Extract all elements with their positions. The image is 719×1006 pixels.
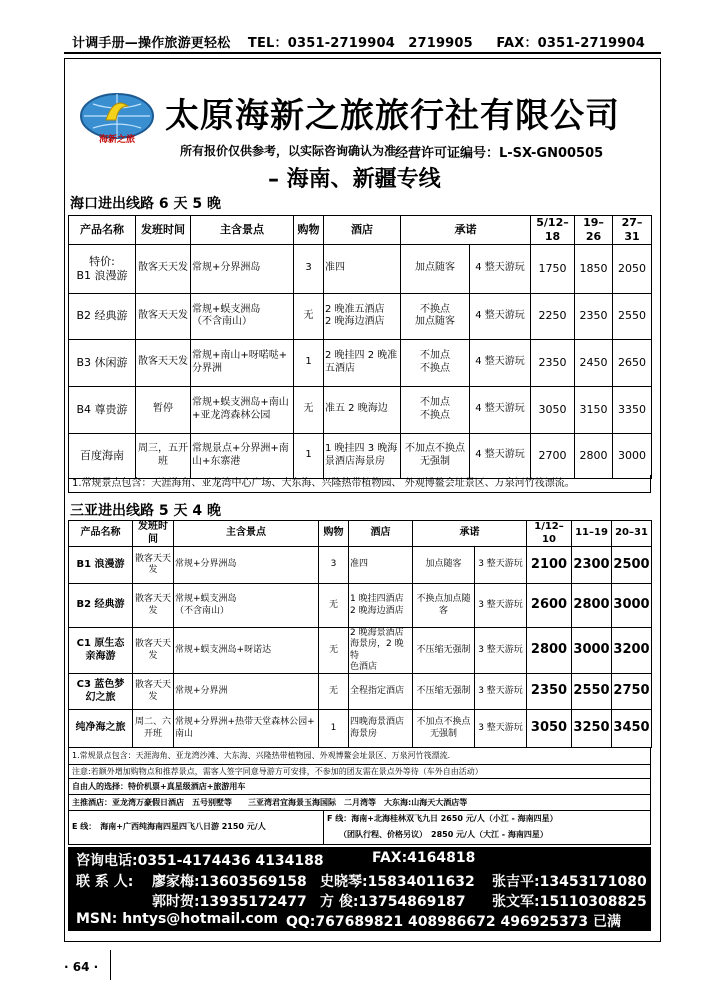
- page-number: · 64 ·: [64, 960, 99, 974]
- table-cell: 准四: [349, 547, 413, 584]
- table-cell: 3: [294, 244, 324, 293]
- price-cell: 3050: [531, 386, 575, 433]
- price-cell: 2300: [572, 547, 612, 584]
- price-cell: 2800: [527, 628, 572, 674]
- table-header-cell: 发班时间: [133, 521, 174, 547]
- product-name-cell: 百度海南: [69, 433, 136, 478]
- table-cell: 2 晚海景酒店 海景房，2 晚特 色酒店: [349, 628, 413, 674]
- sanya-lines: [68, 811, 651, 845]
- table-cell: 四晚海景酒店 海景房: [349, 710, 413, 748]
- sanya-section-title: 三亚进出线路 5 天 4 晚: [70, 503, 221, 519]
- table-cell: 2 晚挂四 2 晚准 五酒店: [324, 339, 401, 386]
- sanya-note-2: 注意:若额外增加购物点和推荐景点，需客人签字同意导游方可安排，不参加的团友需在景点外等待（车外自由活动）: [68, 765, 651, 779]
- table-cell: 周二、六开班: [133, 710, 174, 748]
- contact-fax: FAX:4164818: [372, 850, 476, 866]
- table-cell: 4 整天游玩: [470, 339, 531, 386]
- table-cell: 暂停: [136, 386, 191, 433]
- table-row: [69, 293, 652, 339]
- table-cell: 常规+分界洲+热带天堂森林公园+ 南山: [174, 710, 319, 748]
- table-header-cell: 5/12–18: [531, 216, 575, 245]
- table-header-cell: 购物: [294, 216, 324, 245]
- table-header-cell: 酒店: [324, 216, 401, 245]
- table-cell: 散客天天发: [136, 293, 191, 339]
- price-cell: 2600: [527, 584, 572, 628]
- table-cell: 散客天天发: [136, 339, 191, 386]
- price-cell: 3150: [575, 386, 613, 433]
- table-header-cell: 1/12–10: [527, 521, 572, 547]
- table-cell: 散客天天发: [133, 628, 174, 674]
- f-line-2: （团队行程、价格另议） 2850 元/人（大江 - 海南四星）: [339, 830, 548, 839]
- product-name-cell: B2 经典游: [69, 584, 133, 628]
- price-cell: 2500: [612, 547, 652, 584]
- sanya-table: [68, 520, 652, 748]
- table-header-cell: 承诺: [413, 521, 527, 547]
- contact-qq: QQ:767689821 408986672 496925373 已满: [286, 914, 622, 930]
- contact-msn: MSN: hntys@hotmail.com: [76, 911, 279, 927]
- line-divider: [323, 811, 324, 845]
- table-cell: 加点随客: [413, 547, 475, 584]
- table-cell: 1 晚挂四酒店 2 晚海边酒店: [349, 584, 413, 628]
- price-cell: 3000: [572, 628, 612, 674]
- logo-text: 海新之旅: [98, 135, 136, 145]
- contact-person-2: 史晓琴:15834011632: [320, 874, 475, 890]
- header-tel: TEL：0351-2719904 2719905: [247, 36, 473, 51]
- table-cell: 4 整天游玩: [470, 433, 531, 478]
- table-cell: 无: [319, 628, 349, 674]
- table-cell: 散客天天发: [136, 244, 191, 293]
- table-cell: 常规+分界洲岛: [191, 244, 294, 293]
- table-cell: 2 晚准五酒店 2 晚海边酒店: [324, 293, 401, 339]
- table-row: [69, 674, 652, 710]
- table-header-cell: 27–31: [613, 216, 652, 245]
- price-cell: 3350: [613, 386, 652, 433]
- table-row: [69, 547, 652, 584]
- product-name-cell: C3 蓝色梦 幻之旅: [69, 674, 133, 710]
- price-cell: 2650: [613, 339, 652, 386]
- price-cell: 2550: [613, 293, 652, 339]
- table-cell: 3: [319, 547, 349, 584]
- table-row: [69, 433, 652, 478]
- header-fax: FAX：0351-2719904: [496, 36, 645, 51]
- table-cell: 3 整天游玩: [475, 674, 527, 710]
- table-cell: 不换点加点随 客: [413, 584, 475, 628]
- table-row: [69, 584, 652, 628]
- price-cell: 2800: [575, 433, 613, 478]
- price-cell: 3250: [572, 710, 612, 748]
- table-cell: 常规+蜈支洲岛 （不含南山）: [191, 293, 294, 339]
- page-number-divider: [110, 950, 111, 980]
- contact-person-6: 张文军:15110308825: [492, 894, 647, 910]
- sanya-note-1: 1.常规景点包含：天涯海角、亚龙湾沙滩、大东海、兴隆热带植物园、外观博鳌会址景区、万泉河竹筏漂流.: [68, 747, 651, 765]
- table-header-cell: 主含景点: [174, 521, 319, 547]
- table-cell: 1: [294, 433, 324, 478]
- price-cell: 2050: [613, 244, 652, 293]
- contact-box: [68, 847, 651, 931]
- header-slogan: 计调手册—操作旅游更轻松: [72, 36, 231, 51]
- table-row: [69, 628, 652, 674]
- table-header-cell: 20–31: [612, 521, 652, 547]
- table-cell: 4 整天游玩: [470, 244, 531, 293]
- table-header-row: [69, 216, 652, 245]
- price-cell: 3000: [613, 433, 652, 478]
- table-cell: 无: [294, 293, 324, 339]
- table-row: [69, 710, 652, 748]
- table-cell: 常规+分界洲岛: [174, 547, 319, 584]
- table-cell: 常规景点+分界洲+南 山+东寨港: [191, 433, 294, 478]
- table-header-cell: 19–26: [575, 216, 613, 245]
- header-bar: [72, 32, 657, 50]
- company-name: 太原海新之旅旅行社有限公司: [165, 96, 620, 136]
- table-cell: 不压缩无强制: [413, 628, 475, 674]
- table-cell: 1: [319, 710, 349, 748]
- table-cell: 3 整天游玩: [475, 584, 527, 628]
- table-cell: 常规+南山+呀喏哒+ 分界洲: [191, 339, 294, 386]
- price-cell: 2350: [527, 674, 572, 710]
- contact-person-4: 郭时贺:13935172477: [152, 894, 307, 910]
- contact-label: 联 系 人:: [76, 874, 134, 890]
- table-cell: 散客天天发: [133, 584, 174, 628]
- contact-person-1: 廖家梅:13603569158: [152, 874, 307, 890]
- table-header-cell: 发班时间: [136, 216, 191, 245]
- price-cell: 2100: [527, 547, 572, 584]
- price-cell: 3000: [612, 584, 652, 628]
- table-header-cell: 产品名称: [69, 521, 133, 547]
- price-cell: 2800: [572, 584, 612, 628]
- table-cell: 不加点不换点 无强制: [401, 433, 470, 478]
- table-cell: 4 整天游玩: [470, 386, 531, 433]
- product-name-cell: B3 休闲游: [69, 339, 136, 386]
- table-cell: 无: [294, 386, 324, 433]
- sanya-note-4: 主推酒店：亚龙湾万豪假日酒店 五号别墅等 三亚湾君宜海景玉海国际 二月湾等 大东海:山海天大酒店等: [68, 795, 651, 811]
- license-number: 经营许可证编号：L-SX-GN00505: [395, 146, 604, 161]
- table-header-cell: 酒店: [349, 521, 413, 547]
- table-cell: 4 整天游玩: [470, 293, 531, 339]
- price-cell: 3200: [612, 628, 652, 674]
- sanya-note-3: 自由人的选择：特价机票+真星级酒店+旅游用车: [68, 779, 651, 795]
- page-subtitle: – 海南、新疆专线: [268, 167, 441, 192]
- table-cell: 准四: [324, 244, 401, 293]
- price-cell: 2700: [531, 433, 575, 478]
- price-cell: 1850: [575, 244, 613, 293]
- table-header-cell: 承诺: [401, 216, 531, 245]
- price-cell: 2250: [531, 293, 575, 339]
- table-header-cell: 11–19: [572, 521, 612, 547]
- price-cell: 3450: [612, 710, 652, 748]
- product-name-cell: B1 浪漫游: [69, 547, 133, 584]
- table-cell: 3 整天游玩: [475, 547, 527, 584]
- table-cell: 无: [319, 674, 349, 710]
- table-cell: 不加点不换点 无强制: [413, 710, 475, 748]
- table-cell: 周三，五开 班: [136, 433, 191, 478]
- company-logo: [78, 90, 156, 146]
- table-cell: 不加点 不换点: [401, 339, 470, 386]
- price-cell: 2350: [531, 339, 575, 386]
- table-header-cell: 产品名称: [69, 216, 136, 245]
- table-header-cell: 主含景点: [191, 216, 294, 245]
- price-cell: 1750: [531, 244, 575, 293]
- product-name-cell: C1 原生态 亲海游: [69, 628, 133, 674]
- table-cell: 常规+蜈支洲岛+呀诺达: [174, 628, 319, 674]
- table-header-row: [69, 521, 652, 547]
- table-cell: 不换点 加点随客: [401, 293, 470, 339]
- table-row: [69, 339, 652, 386]
- price-cell: 3050: [527, 710, 572, 748]
- e-line: E 线： 海南+广西纯海南四星四飞八日游 2150 元/人: [72, 822, 266, 831]
- table-cell: 加点随客: [401, 244, 470, 293]
- table-cell: 无: [319, 584, 349, 628]
- product-name-cell: B4 尊贵游: [69, 386, 136, 433]
- price-cell: 2750: [612, 674, 652, 710]
- table-cell: 常规+分界洲: [174, 674, 319, 710]
- contact-phone: 咨询电话:0351-4174436 4134188: [76, 853, 324, 869]
- table-cell: 3 整天游玩: [475, 710, 527, 748]
- table-cell: 常规+蜈支洲岛+南山 +亚龙湾森林公园: [191, 386, 294, 433]
- contact-person-5: 方 俊:13754869187: [320, 894, 466, 910]
- table-cell: 3 整天游玩: [475, 628, 527, 674]
- contact-person-3: 张吉平:13453171080: [492, 874, 647, 890]
- product-name-cell: B2 经典游: [69, 293, 136, 339]
- table-row: [69, 386, 652, 433]
- table-cell: 散客天天发: [133, 547, 174, 584]
- header-divider: [64, 52, 661, 54]
- haikou-note: 1.常规景点包含：天涯海角、亚龙湾中心广场、大东海、兴隆热带植物园、 外观博鳌会址景区、万泉河竹筏漂流。: [68, 475, 651, 493]
- table-cell: 准五 2 晚海边: [324, 386, 401, 433]
- table-header-cell: 购物: [319, 521, 349, 547]
- price-cell: 2550: [572, 674, 612, 710]
- price-notice: 所有报价仅供参考，以实际咨询确认为准: [180, 144, 397, 158]
- haikou-table: [68, 215, 652, 479]
- table-cell: 不加点 不换点: [401, 386, 470, 433]
- product-name-cell: 纯净海之旅: [69, 710, 133, 748]
- table-row: [69, 244, 652, 293]
- f-line-1: F 线：海南+北海桂林双飞九日 2650 元/人（小江 - 海南四星）: [327, 814, 558, 823]
- table-cell: 全程指定酒店: [349, 674, 413, 710]
- table-cell: 1: [294, 339, 324, 386]
- price-cell: 2350: [575, 293, 613, 339]
- table-cell: 散客天天发: [133, 674, 174, 710]
- table-cell: 常规+蜈支洲岛 （不含南山）: [174, 584, 319, 628]
- table-cell: 1 晚挂四 3 晚海 景酒店海景房: [324, 433, 401, 478]
- haikou-section-title: 海口进出线路 6 天 5 晚: [70, 196, 221, 212]
- price-cell: 2450: [575, 339, 613, 386]
- table-cell: 不压缩无强制: [413, 674, 475, 710]
- product-name-cell: 特价: B1 浪漫游: [69, 244, 136, 293]
